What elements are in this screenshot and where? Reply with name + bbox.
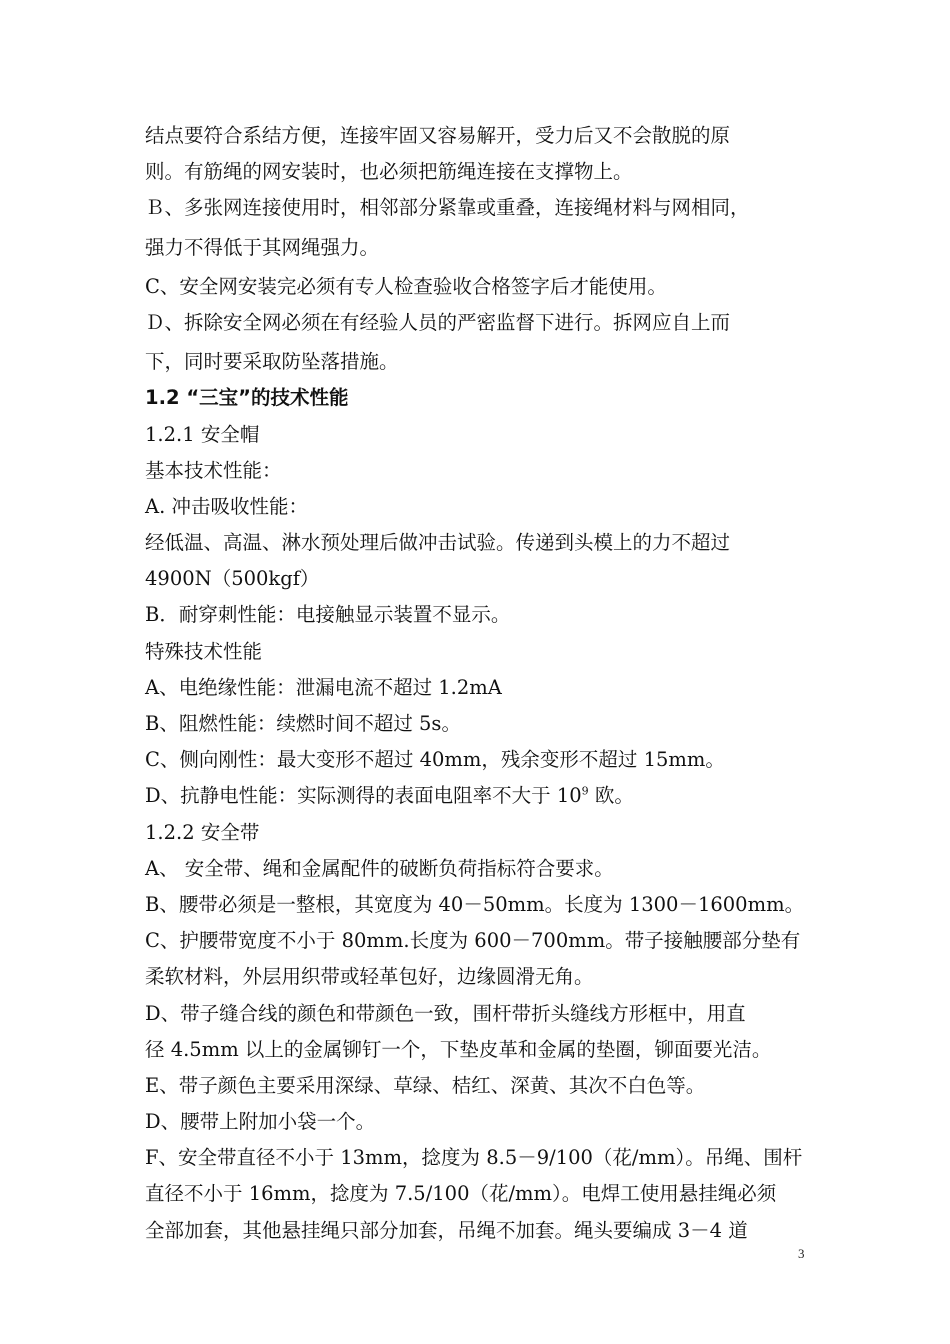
text-line: 直径不小于 16mm，捻度为 7.5/100（花/mm）。电焊工使用悬挂绳必须 — [145, 1182, 777, 1206]
text-line: 4900N（500kgf） — [145, 567, 320, 591]
text-line: E、带子颜色主要采用深绿、草绿、桔红、深黄、其次不白色等。 — [145, 1073, 706, 1097]
text-line: C、护腰带宽度不小于 80mm.长度为 600－700mm。带子接触腰部分垫有 — [145, 929, 801, 953]
resistivity-unit: 欧。 — [588, 784, 634, 808]
text-line: A、电绝缘性能：泄漏电流不超过 1.2mA — [145, 675, 502, 699]
text-line-resistivity — [145, 778, 815, 814]
text-line: 柔软材料，外层用织带或轻革包好，边缘圆滑无角。 — [145, 965, 594, 989]
section-heading: 1.2 “三宝”的技术性能 — [145, 386, 349, 410]
resistivity-text: D、抗静电性能：实际测得的表面电阻率不大于 10 — [145, 784, 582, 808]
text-line: 下，同时要采取防坠落措施。 — [145, 350, 399, 374]
resistivity-exponent: 9 — [581, 784, 589, 798]
text-line: F、安全带直径不小于 13mm，捻度为 8.5－9/100（花/mm）。吊绳、围杆 — [145, 1146, 803, 1170]
subsection-heading: 1.2.2 安全带 — [145, 820, 260, 844]
text-line: 结点要符合系结方便，连接牢固又容易解开，受力后又不会散脱的原 — [145, 124, 731, 147]
text-line: 强力不得低于其网绳强力。 — [145, 235, 380, 259]
text-line: 全部加套，其他悬挂绳只部分加套，吊绳不加套。绳头要编成 3－4 道 — [145, 1218, 748, 1242]
page-number: 3 — [798, 1246, 805, 1261]
text-line: 经低温、高温、淋水预处理后做冲击试验。传递到头模上的力不超过 — [145, 531, 731, 555]
text-line: C、安全网安装完必须有专人检查验收合格签字后才能使用。 — [145, 274, 667, 298]
text-line: Ｄ、拆除安全网必须在有经验人员的严密监督下进行。拆网应自上而 — [145, 310, 731, 334]
text-line: D、带子缝合线的颜色和带颜色一致，围杆带折头缝线方形框中，用直 — [145, 1001, 746, 1025]
text-line: A、 安全带、绳和金属配件的破断负荷指标符合要求。 — [145, 856, 614, 880]
subsection-heading: 1.2.1 安全帽 — [145, 422, 260, 446]
text-line: D、腰带上附加小袋一个。 — [145, 1110, 376, 1134]
text-line: C、侧向刚性：最大变形不超过 40mm，残余变形不超过 15mm。 — [145, 748, 725, 772]
text-line: B、阻燃性能：续燃时间不超过 5s。 — [145, 712, 461, 735]
text-line: 特殊技术性能 — [145, 639, 263, 663]
text-line: B、腰带必须是一整根，其宽度为 40－50mm。长度为 1300－1600mm。 — [145, 892, 805, 916]
text-line: 则。有筋绳的网安装时，也必须把筋绳连接在支撑物上。 — [145, 160, 633, 184]
text-line: Ｂ、多张网连接使用时，相邻部分紧靠或重叠，连接绳材料与网相同， — [145, 196, 750, 220]
text-line: 径 4.5mm 以上的金属铆钉一个，下垫皮革和金属的垫圈，铆面要光洁。 — [145, 1037, 772, 1061]
text-line: A. 冲击吸收性能： — [145, 494, 308, 518]
text-line: 基本技术性能： — [145, 458, 282, 482]
document-body — [145, 118, 815, 1249]
text-line: B．耐穿刺性能：电接触显示装置不显示。 — [145, 603, 511, 627]
